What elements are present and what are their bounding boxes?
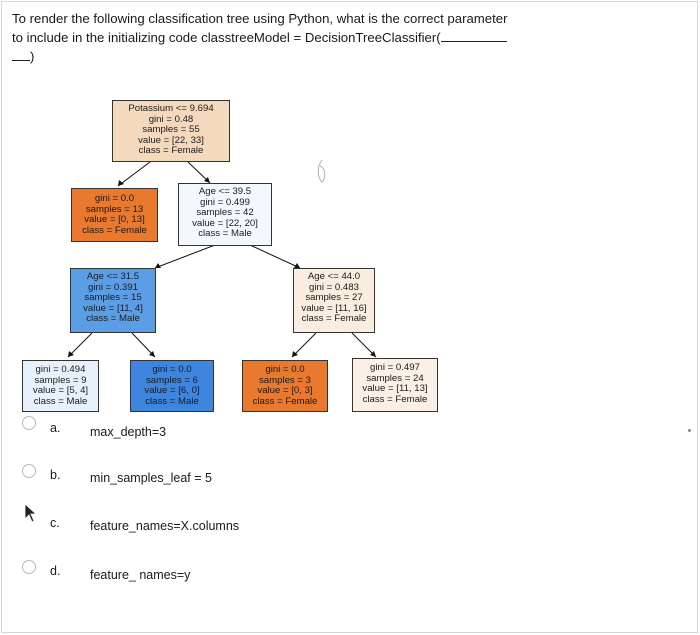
option-d-label[interactable]: feature_ names=y bbox=[90, 568, 191, 582]
tree-node-root: Potassium <= 9.694 gini = 0.48 samples = 55 value = [22, 33] class = Female bbox=[112, 100, 230, 162]
tree-node-n1: gini = 0.0 samples = 13 value = [0, 13] class = Female bbox=[71, 188, 158, 242]
option-b-letter: b. bbox=[50, 468, 61, 482]
edge-root-n1 bbox=[118, 162, 150, 186]
question-line-3: ) bbox=[30, 49, 35, 64]
tree-node-n5: gini = 0.494 samples = 9 value = [5, 4] class = Male bbox=[22, 360, 99, 412]
option-d-radio-icon[interactable] bbox=[22, 560, 36, 574]
option-a-radio-icon[interactable] bbox=[22, 416, 36, 430]
option-d-letter: d. bbox=[50, 564, 61, 578]
option-c-letter: c. bbox=[50, 516, 60, 530]
option-a-letter: a. bbox=[50, 421, 61, 435]
stray-dot bbox=[688, 429, 691, 432]
arrow-cursor-icon bbox=[24, 503, 38, 523]
pen-mark-scribble bbox=[318, 160, 325, 182]
tree-node-n7: gini = 0.0 samples = 3 value = [0, 3] class = Female bbox=[242, 360, 328, 412]
tree-node-n8: gini = 0.497 samples = 24 value = [11, 13] class = Female bbox=[352, 358, 438, 412]
tree-node-n3: Age <= 31.5 gini = 0.391 samples = 15 value = [11, 4] class = Male bbox=[70, 268, 156, 333]
option-a-label[interactable]: max_depth=3 bbox=[90, 425, 167, 439]
question-line-1: To render the following classification tree using Python, what is the correct parameter bbox=[12, 11, 508, 26]
edge-n2-n4 bbox=[250, 245, 300, 268]
option-b-label[interactable]: min_samples_leaf = 5 bbox=[90, 471, 212, 485]
option-c-label[interactable]: feature_names=X.columns bbox=[90, 519, 240, 533]
tree-node-n4: Age <= 44.0 gini = 0.483 samples = 27 value = [11, 16] class = Female bbox=[293, 268, 375, 333]
question-line-2: to include in the initializing code classtreeModel = DecisionTreeClassifier( bbox=[12, 30, 441, 45]
tree-node-n2: Age <= 39.5 gini = 0.499 samples = 42 value = [22, 20] class = Male bbox=[178, 183, 272, 246]
tree-node-n6: gini = 0.0 samples = 6 value = [6, 0] class = Male bbox=[130, 360, 214, 412]
edge-n2-n3 bbox=[155, 245, 215, 268]
option-b-radio-icon[interactable] bbox=[22, 464, 36, 478]
